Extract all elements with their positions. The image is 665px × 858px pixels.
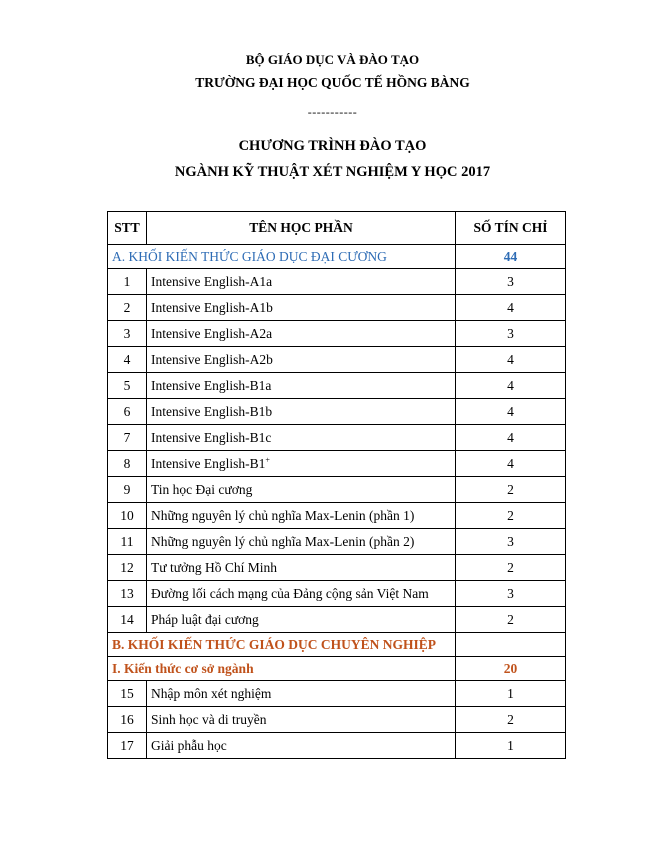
row-credits: 3	[456, 269, 566, 295]
table-row	[108, 681, 566, 707]
row-course-name	[147, 681, 456, 707]
table-row	[108, 477, 566, 503]
section-a-credits: 44	[456, 245, 566, 269]
row-credits: 4	[456, 399, 566, 425]
row-credits: 1	[456, 733, 566, 759]
course-name-text: Những nguyên lý chủ nghĩa Max-Lenin (phần 1)	[151, 507, 415, 523]
row-credits: 1	[456, 681, 566, 707]
row-course-name	[147, 529, 456, 555]
course-name-text: Intensive English-A2a	[151, 325, 273, 341]
row-credits: 2	[456, 707, 566, 733]
course-name-text: Đường lối cách mạng của Đảng cộng sản Việt Nam	[151, 585, 429, 601]
row-course-name	[147, 425, 456, 451]
table-row	[108, 399, 566, 425]
row-credits: 4	[456, 425, 566, 451]
table-row	[108, 581, 566, 607]
table-row	[108, 269, 566, 295]
course-name-text: Tư tưởng Hồ Chí Minh	[151, 559, 278, 575]
row-stt: 2	[108, 295, 147, 321]
section-b-row	[108, 633, 566, 657]
row-credits: 4	[456, 373, 566, 399]
row-course-name	[147, 321, 456, 347]
row-course-name	[147, 373, 456, 399]
row-stt: 5	[108, 373, 147, 399]
major-title: NGÀNH KỸ THUẬT XÉT NGHIỆM Y HỌC 2017	[174, 164, 491, 180]
row-course-name	[147, 451, 456, 477]
table-row	[108, 503, 566, 529]
row-stt: 6	[108, 399, 147, 425]
row-credits: 2	[456, 477, 566, 503]
table-row	[108, 347, 566, 373]
row-course-name	[147, 347, 456, 373]
row-credits: 2	[456, 503, 566, 529]
table-row	[108, 451, 566, 477]
table-row	[108, 373, 566, 399]
column-header-credits: SỐ TÍN CHỈ	[456, 212, 566, 245]
row-credits: 3	[456, 529, 566, 555]
course-name-text: Tin học Đại cương	[151, 481, 253, 497]
row-stt: 9	[108, 477, 147, 503]
row-stt: 13	[108, 581, 147, 607]
course-name-text: Intensive English-B1c	[151, 429, 272, 445]
column-header-course-name: TÊN HỌC PHẦN	[147, 212, 456, 245]
subsection-b1-row	[108, 657, 566, 681]
section-b-label: B. KHỐI KIẾN THỨC GIÁO DỤC CHUYÊN NGHIỆP	[108, 633, 456, 657]
course-name-text: Intensive English-B1	[151, 455, 266, 471]
column-header-stt: STT	[108, 212, 147, 245]
row-stt: 16	[108, 707, 147, 733]
row-stt: 15	[108, 681, 147, 707]
row-course-name	[147, 555, 456, 581]
curriculum-table	[107, 211, 566, 759]
row-course-name	[147, 707, 456, 733]
subsection-b1-credits: 20	[456, 657, 566, 681]
row-stt: 12	[108, 555, 147, 581]
row-stt: 8	[108, 451, 147, 477]
row-course-name	[147, 733, 456, 759]
table-row	[108, 425, 566, 451]
table-row	[108, 707, 566, 733]
row-course-name	[147, 607, 456, 633]
university-heading: TRƯỜNG ĐẠI HỌC QUỐC TẾ HỒNG BÀNG	[195, 75, 470, 90]
row-credits: 4	[456, 347, 566, 373]
row-stt: 3	[108, 321, 147, 347]
row-stt: 7	[108, 425, 147, 451]
row-stt: 17	[108, 733, 147, 759]
row-stt: 1	[108, 269, 147, 295]
ministry-heading: BỘ GIÁO DỤC VÀ ĐÀO TẠO	[245, 52, 420, 67]
course-name-text: Intensive English-A1b	[151, 299, 273, 315]
course-name-superscript: +	[265, 455, 270, 464]
row-credits: 3	[456, 321, 566, 347]
program-title: CHƯƠNG TRÌNH ĐÀO TẠO	[238, 138, 427, 154]
row-course-name	[147, 269, 456, 295]
table-row	[108, 529, 566, 555]
course-name-text: Nhập môn xét nghiệm	[151, 685, 272, 701]
course-name-text: Intensive English-A1a	[151, 273, 273, 289]
row-credits: 2	[456, 555, 566, 581]
row-course-name	[147, 503, 456, 529]
row-stt: 11	[108, 529, 147, 555]
heading-divider: -----------	[307, 105, 358, 119]
course-name-text: Pháp luật đại cương	[151, 611, 259, 627]
row-credits: 2	[456, 607, 566, 633]
row-credits: 3	[456, 581, 566, 607]
row-credits: 4	[456, 295, 566, 321]
course-name-text: Intensive English-B1b	[151, 403, 273, 419]
course-name-text: Sinh học và di truyền	[151, 711, 267, 727]
section-b-credits	[456, 633, 566, 657]
table-row	[108, 733, 566, 759]
table-header-row	[108, 212, 566, 245]
course-name-text: Intensive English-A2b	[151, 351, 273, 367]
table-row	[108, 295, 566, 321]
table-row	[108, 607, 566, 633]
subsection-b1-label: I. Kiến thức cơ sở ngành	[108, 657, 456, 681]
section-a-row	[108, 245, 566, 269]
row-course-name	[147, 399, 456, 425]
row-course-name	[147, 295, 456, 321]
course-name-text: Giải phẫu học	[151, 737, 227, 753]
row-stt: 10	[108, 503, 147, 529]
row-course-name	[147, 477, 456, 503]
row-course-name	[147, 581, 456, 607]
course-name-text: Những nguyên lý chủ nghĩa Max-Lenin (phần 2)	[151, 533, 415, 549]
table-row	[108, 555, 566, 581]
table-row	[108, 321, 566, 347]
row-stt: 4	[108, 347, 147, 373]
row-stt: 14	[108, 607, 147, 633]
row-credits: 4	[456, 451, 566, 477]
course-name-text: Intensive English-B1a	[151, 377, 272, 393]
section-a-label: A. KHỐI KIẾN THỨC GIÁO DỤC ĐẠI CƯƠNG	[108, 245, 456, 269]
